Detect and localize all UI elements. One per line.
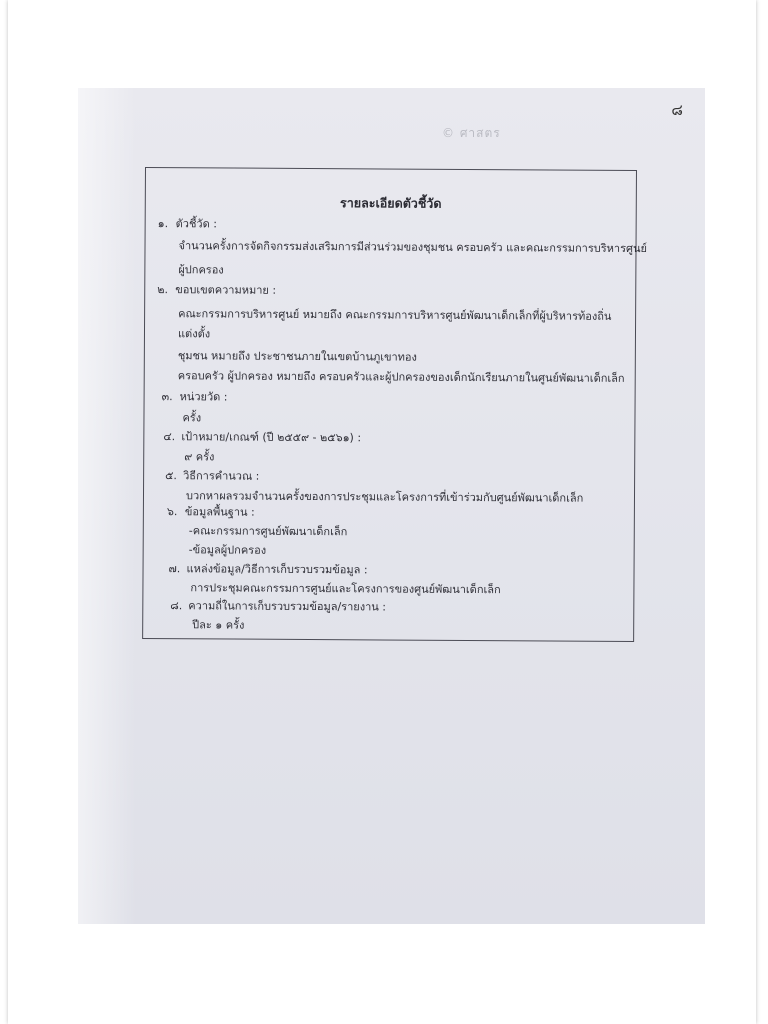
section-line: ผู้ปกครอง: [178, 263, 224, 277]
section-heading: [163, 427, 361, 446]
section-heading: [167, 502, 255, 521]
section-line: ครั้ง: [182, 411, 202, 425]
section-line: -ข้อมูลผู้ปกครอง: [188, 543, 267, 557]
section-line: ๙ ครั้ง: [184, 450, 215, 464]
section-line: บวกหาผลรวมจำนวนครั้งของการประชุมและโครงการที่เข้าร่วมกับศูนย์พัฒนาเด็กเล็ก: [185, 489, 584, 505]
faint-mark: © ศาสตร: [442, 126, 501, 140]
section-heading-text: ความถี่ในการเก็บรวบรวมข้อมูล/รายงาน :: [188, 599, 387, 614]
section-line: ชุมชน หมายถึง ประชาชนภายในเขตบ้านภูเขาทอง: [177, 349, 417, 364]
section-heading-text: ขอบเขตความหมาย :: [175, 283, 277, 297]
section-heading-text: หน่วยวัด :: [179, 390, 228, 404]
page-number: ๘: [671, 101, 683, 119]
section-list: [143, 168, 648, 641]
image-viewer-frame: [8, 0, 756, 1024]
section-number: ๒.: [157, 283, 169, 297]
section-line: -คณะกรรมการศูนย์พัฒนาเด็กเล็ก: [188, 524, 348, 539]
section-number: ๗.: [168, 562, 181, 576]
section-line: แต่งตั้ง: [177, 327, 211, 341]
section-line: คณะกรรมการบริหารศูนย์ หมายถึง คณะกรรมการบริหารศูนย์พัฒนาเด็กเล็กที่ผู้บริหารท้องถิ่น: [178, 307, 612, 323]
section-number: ๔.: [163, 430, 176, 444]
section-heading-text: แหล่งข้อมูล/วิธีการเก็บรวบรวมข้อมูล :: [186, 562, 368, 577]
section-heading-text: เป้าหมาย/เกณฑ์ (ปี ๒๕๕๙ - ๒๕๖๑) :: [181, 430, 362, 445]
section-line: ครอบครัว ผู้ปกครอง หมายถึง ครอบครัวและผู้ปกครองของเด็กนักเรียนภายในศูนย์พัฒนาเด็กเล็ก: [177, 369, 625, 385]
section-heading-text: ข้อมูลพื้นฐาน :: [184, 505, 255, 519]
section-heading: [157, 280, 276, 299]
section-line: การประชุมคณะกรรมการศูนย์และโครงการของศูนย์พัฒนาเด็กเล็ก: [190, 581, 501, 597]
section-number: ๑.: [157, 217, 169, 231]
section-number: ๖.: [166, 505, 178, 519]
indicator-details-box: [142, 167, 648, 642]
section-line: จำนวนครั้งการจัดกิจกรรมส่งเสริมการมีส่วนร่วมของชุมชน ครอบครัว และคณะกรรมการบริหารศูนย์: [178, 239, 648, 256]
section-line: ปีละ ๑ ครั้ง: [192, 618, 245, 632]
section-heading: [165, 466, 259, 485]
document-title: รายละเอียดตัวชี้วัด: [340, 195, 442, 211]
section-number: ๕.: [165, 469, 177, 483]
section-number: ๓.: [161, 390, 173, 404]
section-heading: [162, 387, 228, 405]
section-heading: [158, 214, 217, 232]
section-heading: [170, 596, 386, 615]
section-heading: [168, 559, 367, 578]
section-heading-text: ตัวชี้วัด :: [175, 217, 218, 231]
section-number: ๘.: [170, 599, 183, 613]
document-photo: [78, 88, 705, 924]
section-heading-text: วิธีการคำนวณ :: [183, 469, 260, 483]
